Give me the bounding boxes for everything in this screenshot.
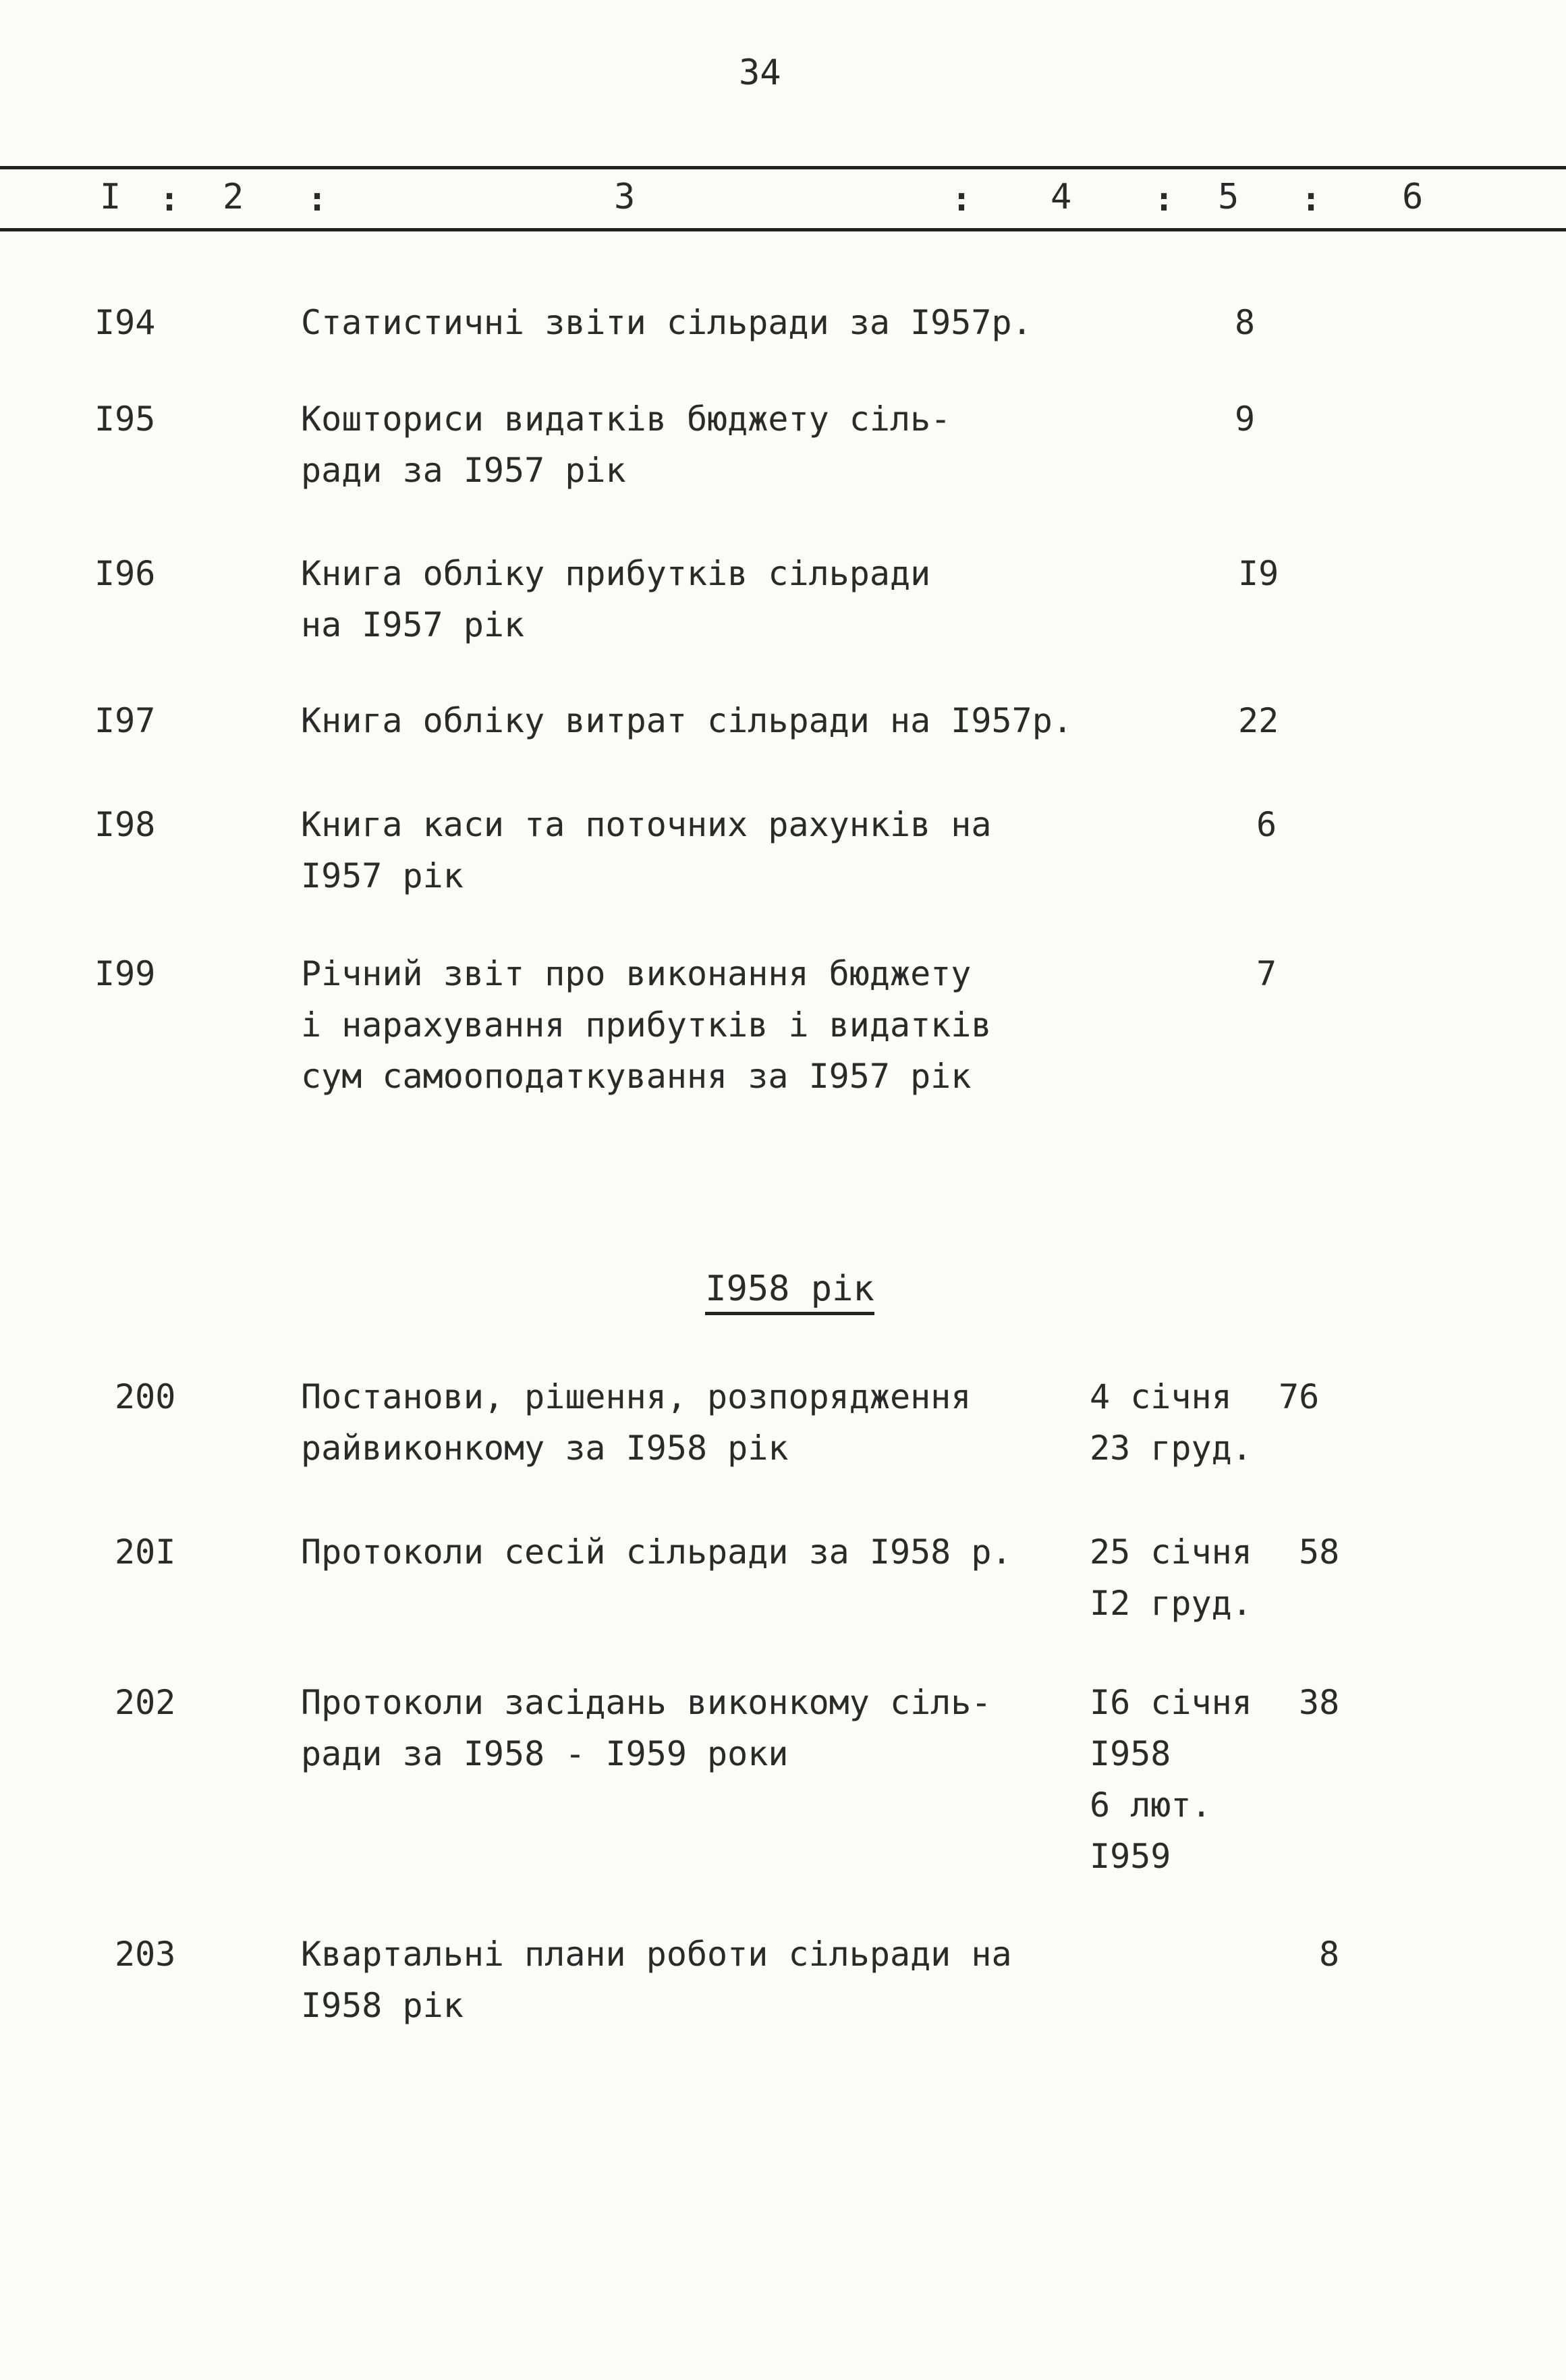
entry-sheets: 58: [1299, 1532, 1340, 1572]
header-rule-bottom: [0, 228, 1566, 231]
column-header-5: 5: [1218, 177, 1239, 217]
column-header-1: I: [100, 177, 121, 217]
entry-title: Книга обліку витрат сільради на I957р.: [301, 701, 1073, 740]
entry-sheets: 76: [1279, 1377, 1320, 1416]
entry-number: I98: [94, 805, 156, 844]
column-separator: :: [159, 179, 180, 219]
entry-sheets: 7: [1256, 954, 1277, 993]
entry-title: Книга обліку прибутків сільради на I957 рік: [301, 554, 931, 644]
entry-sheets: 6: [1256, 805, 1277, 844]
entry-sheets: 9: [1235, 399, 1256, 439]
entry-sheets: 38: [1299, 1683, 1340, 1722]
entry-title: Квартальні плани роботи сільради на I958 рік: [301, 1935, 1012, 2025]
entry-title: Протоколи сесій сільради за I958 р.: [301, 1532, 1012, 1572]
entry-dates: 25 січня I2 груд.: [1090, 1532, 1252, 1623]
entry-number: I95: [94, 399, 156, 439]
year-heading: I958 рік: [0, 1269, 1566, 1309]
entry-number: I99: [94, 954, 156, 993]
entry-dates: I6 січня I958 6 лют. I959: [1090, 1683, 1252, 1876]
entry-number: 20I: [115, 1532, 176, 1572]
column-header-4: 4: [1051, 177, 1072, 217]
entry-title: Кошториси видатків бюджету сіль- ради за I957 рік: [301, 399, 951, 490]
page-number: 34: [739, 53, 781, 93]
column-header-6: 6: [1402, 177, 1424, 217]
entry-number: 203: [115, 1935, 176, 1974]
column-header-2: 2: [223, 177, 244, 217]
entry-sheets: 8: [1319, 1935, 1340, 1974]
column-separator: :: [1301, 179, 1322, 219]
header-rule-top: [0, 166, 1566, 169]
entry-number: I97: [94, 701, 156, 740]
column-separator: :: [951, 179, 972, 219]
entry-title: Статистичні звіти сільради за I957р.: [301, 303, 1032, 342]
column-separator: :: [307, 179, 328, 219]
entry-dates: 4 січня 23 груд.: [1090, 1377, 1252, 1468]
entry-number: I94: [94, 303, 156, 342]
entry-number: 202: [115, 1683, 176, 1722]
entry-title: Книга каси та поточних рахунків на I957 рік: [301, 805, 992, 895]
entry-title: Протоколи засідань виконкому сіль- ради за I958 - I959 роки: [301, 1683, 992, 1773]
column-header-3: 3: [614, 177, 636, 217]
entry-number: I96: [94, 554, 156, 593]
entry-title: Річний звіт про виконання бюджету і нарахування прибутків і видатків сум самооподаткування за I957 рік: [301, 954, 992, 1096]
column-separator: :: [1154, 179, 1175, 219]
entry-sheets: I9: [1238, 554, 1279, 593]
entry-number: 200: [115, 1377, 176, 1416]
entry-sheets: 22: [1238, 701, 1279, 740]
entry-title: Постанови, рішення, розпорядження райвиконкому за I958 рік: [301, 1377, 972, 1468]
entry-sheets: 8: [1235, 303, 1256, 342]
